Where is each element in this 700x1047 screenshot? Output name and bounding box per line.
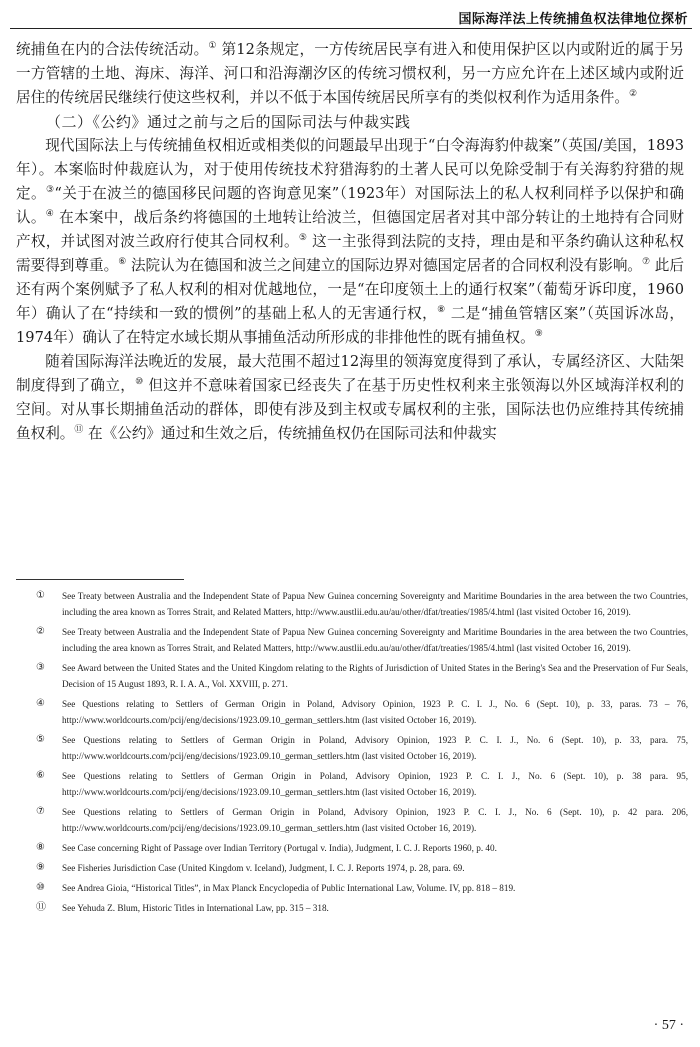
footnote-text: See Questions relating to Settlers of German Origin in Poland, Advisory Opinion, 1923 P. C. I. J., No. 6 (Sept. 10), p. 38 para. 95, http://www.worldcourts.com/pcij/eng/decisions/1923.09.10_german_settlers.htm (last visited October 16, 2019).: [62, 771, 688, 797]
footnote-ref[interactable]: ②: [628, 89, 638, 99]
footnote-ref[interactable]: ⑤: [298, 233, 308, 243]
footnote-item: [36, 696, 688, 728]
footnote-item: [36, 804, 688, 836]
running-header-title: 国际海洋法上传统捕鱼权法律地位探析: [458, 12, 688, 27]
paragraph-text: 第12条规定，一方传统居民享有进入和使用保护区以内或附近的属于另一方管辖的土地、海床、海洋、河口和沿海潮汐区的传统习惯权利，另一方应允许在上述区域内或附近居住的传统居民继续行使这些权利，并以不低于本国传统居民所享有的类似权利作为适用条件。: [16, 41, 684, 106]
footnote-marker: ①: [36, 590, 45, 601]
footnote-ref[interactable]: ⑩: [135, 377, 144, 387]
footnote-text: See Andrea Gioia, “Historical Titles”, in Max Planck Encyclopedia of Public International Law, Volume. IV, pp. 818 – 819.: [62, 883, 516, 893]
paragraph-text: 现代国际法上与传统捕鱼权相近或相类似的问题最早出现于“白令海海豹仲裁案”（英国/美国，1893年）。本案临时仲裁庭认为，对于使用传统技术狩猎海豹的土著人民可以免除受制于有关海豹狩猎的规定。: [16, 137, 684, 202]
paragraph-2: [16, 134, 684, 350]
paragraph-text: 这一主张得到法院的支持，理由是和平条约确认这种私权需要得到尊重。: [16, 233, 684, 274]
paragraph-3: [16, 350, 684, 446]
footnote-ref[interactable]: ⑥: [118, 257, 127, 267]
paragraph-text: 统捕鱼在内的合法传统活动。: [16, 41, 209, 58]
footnote-ref[interactable]: ⑦: [642, 257, 651, 267]
footnote-ref[interactable]: ⑨: [534, 329, 543, 339]
footnote-marker: ⑦: [36, 806, 45, 817]
footnote-ref[interactable]: ⑪: [74, 425, 84, 435]
footnote-item: [36, 900, 688, 916]
footnote-item: [36, 840, 688, 856]
footnote-ref[interactable]: ①: [208, 41, 217, 51]
paragraph-text: 二是“捕鱼管辖区案”（英国诉冰岛，1974年）确认了在特定水域长期从事捕鱼活动所形成的非排他性的既有捕鱼权。: [16, 305, 684, 346]
footnote-text: See Questions relating to Settlers of German Origin in Poland, Advisory Opinion, 1923 P. C. I. J., No. 6 (Sept. 10), p. 33, paras. 73 – 76, http://www.worldcourts.com/pcij/eng/decisions/1923.09.10_german_settlers.htm (last visited October 16, 2019).: [62, 699, 688, 725]
paragraph-text: 法院认为在德国和波兰之间建立的国际边界对德国定居者的合同权利没有影响。: [126, 257, 643, 274]
paragraph-text: 在《公约》通过和生效之后，传统捕鱼权仍在国际司法和仲裁实: [83, 425, 497, 442]
footnote-item: [36, 732, 688, 764]
footnote-marker: ⑪: [36, 902, 46, 913]
paragraph-text: 在本案中，战后条约将德国的土地转让给波兰，但德国定居者对其中部分转让的土地持有合同财产权，并试图对波兰政府行使其合同权利。: [16, 209, 684, 250]
footnote-marker: ④: [36, 698, 45, 709]
footnotes: [36, 588, 688, 920]
footnote-marker: ⑩: [36, 882, 45, 893]
paragraph-text: 随着国际海洋法晚近的发展，最大范围不超过12海里的领海宽度得到了承认，专属经济区、大陆架制度得到了确立，: [16, 353, 684, 394]
footnote-item: [36, 768, 688, 800]
footnote-separator: [16, 579, 184, 580]
footnote-text: See Award between the United States and the United Kingdom relating to the Rights of Jurisdiction of United States in the Bering's Sea and the Preservation of Fur Seals, Decision of 15 August 1893, R. I. A. A., Vol. XXVIII, p. 271.: [62, 663, 688, 689]
footnote-ref[interactable]: ③: [45, 185, 55, 195]
footnote-marker: ⑧: [36, 842, 45, 853]
header-rule: [10, 28, 692, 29]
footnote-marker: ⑨: [36, 862, 45, 873]
page-number: · 57 ·: [653, 1018, 684, 1033]
paragraph-1: [16, 38, 684, 110]
paragraph-text: “关于在波兰的德国移民问题的咨询意见案”（1923年）对国际法上的私人权利同样予以保护和确认。: [16, 185, 684, 226]
footnote-item: [36, 588, 688, 620]
footnote-text: See Yehuda Z. Blum, Historic Titles in International Law, pp. 315 – 318.: [62, 903, 329, 913]
paragraph-text: 此后还有两个案例赋予了私人权利的相对优越地位，一是“在印度领土上的通行权案”（葡萄牙诉印度，1960年）确认了在“持续和一致的惯例”的基础上私人的无害通行权，: [16, 257, 684, 322]
section-heading: （二）《公约》通过之前与之后的国际司法与仲裁实践: [46, 113, 411, 131]
footnote-ref[interactable]: ④: [45, 209, 55, 219]
footnote-marker: ⑤: [36, 734, 45, 745]
footnote-item: [36, 860, 688, 876]
footnote-marker: ⑥: [36, 770, 45, 781]
footnote-text: See Questions relating to Settlers of German Origin in Poland, Advisory Opinion, 1923 P. C. I. J., No. 6 (Sept. 10), p. 42 para. 206, http://www.worldcourts.com/pcij/eng/decisions/1923.09.10_german_settlers.htm (last visited October 16, 2019).: [62, 807, 688, 833]
footnote-text: See Treaty between Australia and the Independent State of Papua New Guinea concerning Sovereignty and Maritime Boundaries in the area between the two Countries, including the area known as Torres Strait, and Related Matters, http://www.austlii.edu.au/au/other/dfat/treaties/1985/4.html (last visited October 16, 2019).: [62, 591, 688, 617]
main-body: [16, 38, 684, 446]
footnote-ref[interactable]: ⑧: [437, 305, 446, 315]
footnote-item: [36, 624, 688, 656]
running-header: [0, 0, 700, 32]
footnote-marker: ③: [36, 662, 45, 673]
paragraph-text: 但这并不意味着国家已经丧失了在基于历史性权利来主张领海以外区域海洋权利的空间。对从事长期捕鱼活动的群体，即使有涉及到主权或专属权利的主张，国际法也仍应维持其传统捕鱼权利。: [16, 377, 684, 442]
footnote-item: [36, 880, 688, 896]
footnote-text: See Fisheries Jurisdiction Case (United Kingdom v. Iceland), Judgment, I. C. J. Reports 1974, p. 28, para. 69.: [62, 863, 465, 873]
footnote-text: See Questions relating to Settlers of German Origin in Poland, Advisory Opinion, 1923 P. C. I. J., No. 6 (Sept. 10), p. 33, para. 75, http://www.worldcourts.com/pcij/eng/decisions/1923.09.10_german_settlers.htm (last visited October 16, 2019).: [62, 735, 688, 761]
footnote-text: See Case concerning Right of Passage over Indian Territory (Portugal v. India), Judgment, I. C. J. Reports 1960, p. 40.: [62, 843, 497, 853]
footnote-text: See Treaty between Australia and the Independent State of Papua New Guinea concerning Sovereignty and Maritime Boundaries in the area between the two Countries, including the area known as Torres Strait, and Related Matters, http://www.austlii.edu.au/au/other/dfat/treaties/1985/4.html (last visited October 16, 2019).: [62, 627, 688, 653]
footnote-item: [36, 660, 688, 692]
footnote-marker: ②: [36, 626, 45, 637]
